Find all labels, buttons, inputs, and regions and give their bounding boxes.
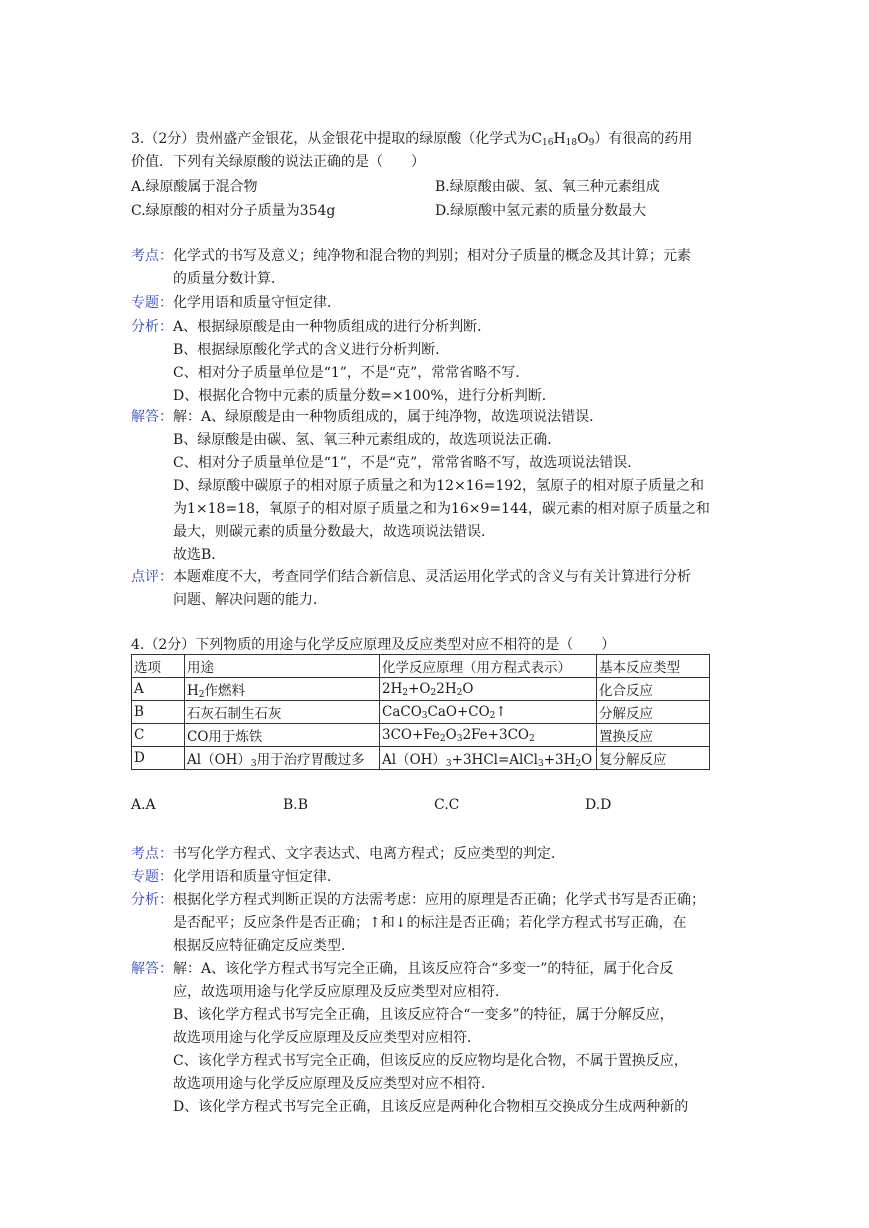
q3-fenxi-line: D、根据化合物中元素的质量分数=×100%，进行分析判断． [173, 388, 556, 404]
eq-part: +3HCl=AlCl [451, 752, 539, 768]
table-cell-use [185, 701, 380, 724]
q3-stem [131, 128, 741, 174]
table-cell-type: 置换反应 [597, 724, 710, 747]
table-cell-type: 分解反应 [597, 701, 710, 724]
q3-jieda-line: 故选B． [173, 547, 226, 563]
table-cell-equation [380, 747, 597, 770]
q3-dianping-line: 问题、解决问题的能力． [173, 592, 327, 608]
table-row [132, 701, 710, 724]
use-text: Al（OH） [187, 752, 251, 768]
use-text: CO用于炼铁 [187, 729, 263, 745]
table-cell-equation [380, 701, 597, 724]
q3-stem-line-1: 3.（2分）贵州盛产金银花，从金银花中提取的绿原酸（化学式为$C_{16}H_{18}O_9$）有很高的药用 [131, 131, 693, 148]
q4-fenxi-line: 是否配平；反应条件是否正确；↑和↓的标注是否正确；若化学方程式书写正确，在 [173, 915, 687, 931]
q3-option-b: B.绿原酸由碳、氢、氧三种元素组成 [435, 179, 660, 195]
table-header-cell: 用途 [185, 655, 380, 678]
q4-table [131, 654, 710, 770]
table-header-cell: 基本反应类型 [597, 655, 710, 678]
eq-sub: 3 [445, 759, 452, 769]
q3-dianping-line: 本题难度不大，考查同学们结合新信息、灵活运用化学式的含义与有关计算进行分析 [173, 569, 691, 585]
zhuanti-label: 专题： [131, 295, 173, 311]
table-header-row [132, 655, 710, 678]
fenxi-label: 分析： [131, 319, 173, 335]
q3-option-d: D.绿原酸中氢元素的质量分数最大 [435, 203, 647, 219]
table-row [132, 724, 710, 747]
q3-fenxi-line: B、根据绿原酸化学式的含义进行分析判断． [173, 342, 450, 358]
eq-part: ↑ [495, 704, 507, 720]
eq-sub: 2 [439, 734, 446, 744]
q4-answer-a: A.A [131, 797, 156, 813]
eq-part: +3H [543, 752, 576, 768]
q4-answer-b: B.B [283, 797, 309, 813]
q3-kaodian-line: 化学式的书写及意义；纯净物和混合物的判别；相对分子质量的概念及其计算；元素 [173, 248, 691, 264]
kaodian-label: 考点： [131, 846, 173, 862]
q4-answer-c: C.C [434, 797, 460, 813]
q4-zhuanti-text: 化学用语和质量守恒定律． [173, 869, 341, 885]
q3-option-c: C.绿原酸的相对分子质量为354g [131, 203, 336, 219]
table-cell-equation [380, 678, 597, 701]
q3-jieda-line: 解：A、绿原酸是由一种物质组成的，属于纯净物，故选项说法错误． [173, 409, 604, 425]
table-header-cell: 化学反应原理（用方程式表示） [380, 655, 597, 678]
table-cell-equation [380, 724, 597, 747]
table-cell-option: A [132, 678, 185, 701]
use-rest: 用于治疗胃酸过多 [256, 752, 365, 768]
eq-part: Al（OH） [382, 752, 446, 768]
eq-sub: 2 [402, 688, 409, 698]
eq-part: O [462, 681, 474, 697]
eq-part: 2H [382, 681, 403, 697]
q4-fenxi-line: 根据反应特征确定反应类型． [173, 938, 355, 954]
fenxi-label: 分析： [131, 892, 173, 908]
eq-sub: 3 [421, 711, 428, 721]
q3-jieda-line: C、相对分子质量单位是“1”，不是“克”，常常省略不写，故选项说法错误． [173, 455, 642, 471]
q4-answer-d: D.D [585, 797, 612, 813]
table-header-cell: 选项 [132, 655, 185, 678]
q4-fenxi-line: 根据化学方程式判断正误的方法需考虑：应用的原理是否正确；化学式书写是否正确； [173, 892, 705, 908]
q4-stem-line: 4.（2分）下列物质的用途与化学反应原理及反应类型对应不相符的是（ ） [131, 637, 616, 653]
q3-fenxi-line: C、相对分子质量单位是“1”，不是“克”，常常省略不写． [173, 365, 530, 381]
jieda-label: 解答： [131, 409, 173, 425]
q4-jieda-line: B、该化学方程式书写完全正确，且该反应符合“一变多”的特征，属于分解反应， [173, 1007, 674, 1023]
q3-stem-line-2: 价值．下列有关绿原酸的说法正确的是（ ） [131, 154, 425, 170]
q3-zhuanti-text: 化学用语和质量守恒定律． [173, 295, 341, 311]
table-cell-use [185, 724, 380, 747]
eq-sub: 2 [430, 688, 437, 698]
eq-sub: 2 [575, 759, 582, 769]
eq-sub: 2 [528, 734, 535, 744]
q4-jieda-line: 应，故选项用途与化学反应原理及反应类型对应相符． [173, 984, 509, 1000]
q3-jieda-line: D、绿原酸中碳原子的相对原子质量之和为12×16=192，氢原子的相对原子质量之和 [173, 478, 705, 494]
q3-fenxi-line: A、根据绿原酸是由一种物质组成的进行分析判断． [173, 319, 492, 335]
q4-jieda-line: D、该化学方程式书写完全正确，且该反应是两种化合物相互交换成分生成两种新的 [173, 1099, 689, 1115]
eq-part: CaCO [382, 704, 422, 720]
q4-jieda-line: 故选项用途与化学反应原理及反应类型对应相符． [173, 1030, 481, 1046]
eq-part: CaO+CO [427, 704, 490, 720]
jieda-label: 解答： [131, 961, 173, 977]
q4-jieda-line: 解：A、该化学方程式书写完全正确，且该反应符合“多变一”的特征，属于化合反 [173, 961, 674, 977]
eq-sub: 2 [456, 688, 463, 698]
eq-sub: 2 [489, 711, 496, 721]
table-row [132, 747, 710, 770]
eq-part: 2H [436, 681, 457, 697]
q3-jieda-line: B、绿原酸是由碳、氢、氧三种元素组成的，故选项说法正确． [173, 432, 562, 448]
use-text: H [187, 683, 199, 699]
use-sub: 3 [250, 759, 257, 769]
use-sub: 2 [198, 690, 205, 700]
q4-jieda-line: C、该化学方程式书写完全正确，但该反应的反应物均是化合物，不属于置换反应， [173, 1053, 688, 1069]
q3-jieda-line: 为1×18=18，氧原子的相对原子质量之和为16×9=144，碳元素的相对原子质量之和 [173, 501, 710, 517]
table-row [132, 678, 710, 701]
table-cell-use [185, 678, 380, 701]
eq-part: 3CO+Fe [382, 727, 440, 743]
eq-part: O [581, 752, 593, 768]
eq-part: +O [408, 681, 431, 697]
table-cell-option: B [132, 701, 185, 724]
table-cell-option: D [132, 747, 185, 770]
eq-part: O [445, 727, 457, 743]
q4-answer-options [131, 797, 741, 817]
eq-sub: 3 [456, 734, 463, 744]
zhuanti-label: 专题： [131, 869, 173, 885]
use-text: 石灰石制生石灰 [187, 706, 282, 722]
table-cell-type: 复分解反应 [597, 747, 710, 770]
table-cell-type: 化合反应 [597, 678, 710, 701]
q4-jieda-line: 故选项用途与化学反应原理及反应类型对应不相符． [173, 1076, 495, 1092]
eq-sub: 3 [538, 759, 544, 769]
dianping-label: 点评： [131, 569, 173, 585]
q3-option-a: A.绿原酸属于混合物 [131, 179, 258, 195]
table-cell-option: C [132, 724, 185, 747]
use-rest: 作燃料 [204, 683, 246, 699]
q4-kaodian-text: 书写化学方程式、文字表达式、电离方程式；反应类型的判定． [173, 846, 565, 862]
kaodian-label: 考点： [131, 248, 173, 264]
q3-jieda-line: 最大，则碳元素的质量分数最大，故选项说法错误． [173, 524, 495, 540]
q3-kaodian-line: 的质量分数计算． [173, 271, 285, 287]
table-cell-use [185, 747, 380, 770]
eq-part: 2Fe+3CO [462, 727, 529, 743]
